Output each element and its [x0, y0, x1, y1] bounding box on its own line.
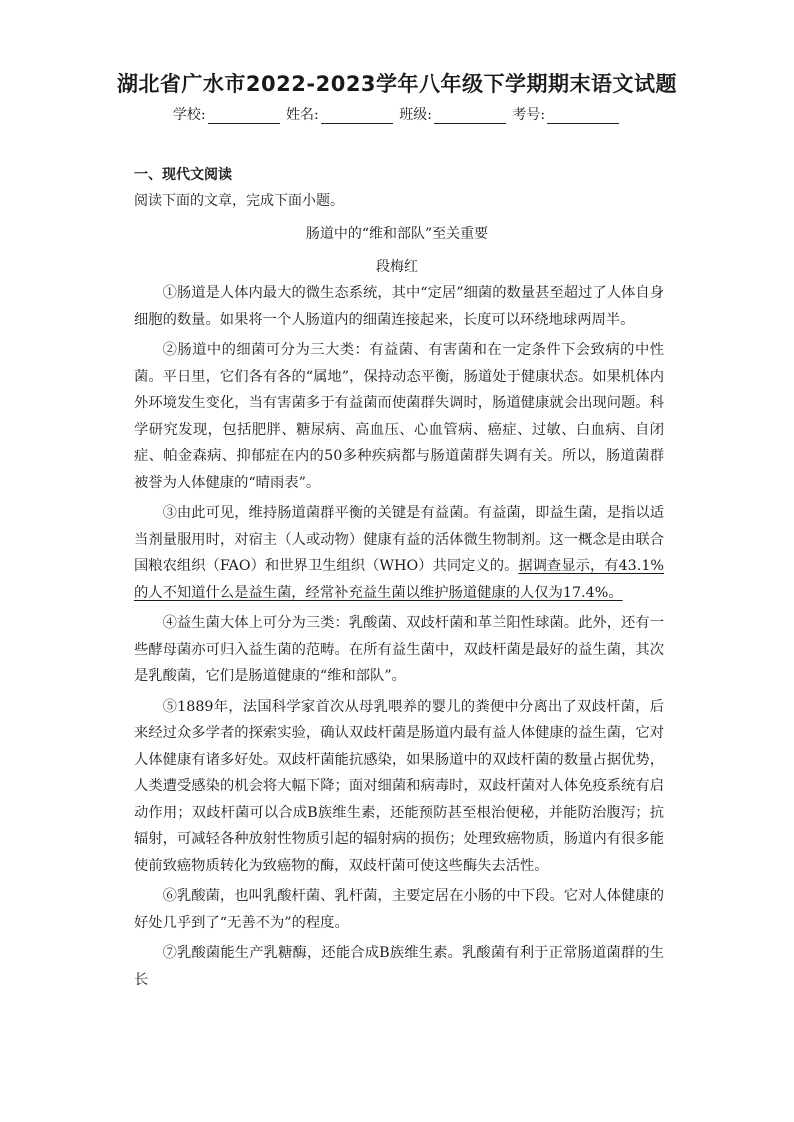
paragraph-3-underlined-sentence: 据调查显示，有43.1%的人不知道什么是益生菌，经常补充益生菌以维护肠道健康的人仅为17.4%。 [134, 558, 664, 601]
paragraph-4: ④益生菌大体上可分为三类：乳酸菌、双歧杆菌和革兰阳性球菌。此外，还有一些酵母菌亦可归入益生菌的范畴。在所有益生菌中，双歧杆菌是最好的益生菌，其次是乳酸菌，它们是肠道健康的“维和部队”。 [134, 615, 664, 684]
paragraph-1: ①肠道是人体内最大的微生态系统，其中“定居”细菌的数量甚至超过了人体自身细胞的数量。如果将一个人肠道内的细菌连接起来，长度可以环绕地球两周半。 [134, 285, 664, 328]
paragraph-7: ⑦乳酸菌能生产乳糖酶，还能合成B族维生素。乳酸菌有利于正常肠道菌群的生长 [134, 945, 664, 988]
section-instruction: 阅读下面的文章，完成下面小题。 [134, 193, 344, 209]
paragraph-5: ⑤1889年，法国科学家首次从母乳喂养的婴儿的粪便中分离出了双歧杆菌，后来经过众多学者的探索实验，确认双歧杆菌是肠道内最有益人体健康的益生菌，它对人体健康有诸多好处。双歧杆菌能抗感染，如果肠道中的双歧杆菌的数量占据优势，人类遭受感染的机会将大幅下降；面对细菌和病毒时，双歧杆菌对人体免疫系统有启动作用；双歧杆菌可以合成B族维生素，还能预防甚至根治便秘，并能防治腹泻；抗辐射，可减轻各种放射性物质引起的辐射病的损伤；处理致癌物质，肠道内有很多能使前致癌物质转化为致癌物的酶，双歧杆菌可使这些酶失去活性。 [134, 698, 664, 874]
article-title: 肠道中的“维和部队”至关重要 [305, 226, 489, 242]
school-blank[interactable] [208, 109, 280, 124]
paragraph-3-text: ③由此可见，维持肠道菌群平衡的关键是有益菌。有益菌，即益生菌，是指以适当剂量服用时，对宿主（人或动物）健康有益的活体微生物制剂。这一概念是由联合国粮农组织（FAO）和世界卫生组织（WHO）共同定义的。 [134, 505, 664, 574]
exam-number-blank[interactable] [547, 109, 619, 124]
section-heading: 一、现代文阅读 [134, 167, 232, 183]
article-body [134, 280, 664, 997]
class-blank[interactable] [434, 109, 506, 124]
class-label: 班级: [399, 107, 432, 123]
exam-number-label: 考号: [512, 107, 546, 123]
paragraph-6: ⑥乳酸菌，也叫乳酸杆菌、乳杆菌，主要定居在小肠的中下段。它对人体健康的好处几乎到了“无善不为”的程度。 [134, 888, 664, 931]
student-info-line [0, 104, 794, 124]
paragraph-3 [134, 500, 664, 606]
paragraph-2: ②肠道中的细菌可分为三大类：有益菌、有害菌和在一定条件下会致病的中性菌。平日里，它们各有各的“属地”，保持动态平衡，肠道处于健康状态。如果机体内外环境发生变化，当有害菌多于有益菌而使菌群失调时，肠道健康就会出现问题。科学研究发现，包括肥胖、糖尿病、高血压、心血管病、癌症、过敏、白血病、自闭症、帕金森病、抑郁症在内的50多种疾病都与肠道菌群失调有关。所以，肠道菌群被誉为人体健康的“晴雨表”。 [134, 342, 664, 491]
school-label: 学校: [172, 107, 206, 123]
name-label: 姓名: [286, 107, 319, 123]
exam-title: 湖北省广水市2022-2023学年八年级下学期期末语文试题 [116, 72, 678, 96]
name-blank[interactable] [321, 109, 393, 124]
article-author: 段梅红 [376, 259, 418, 275]
